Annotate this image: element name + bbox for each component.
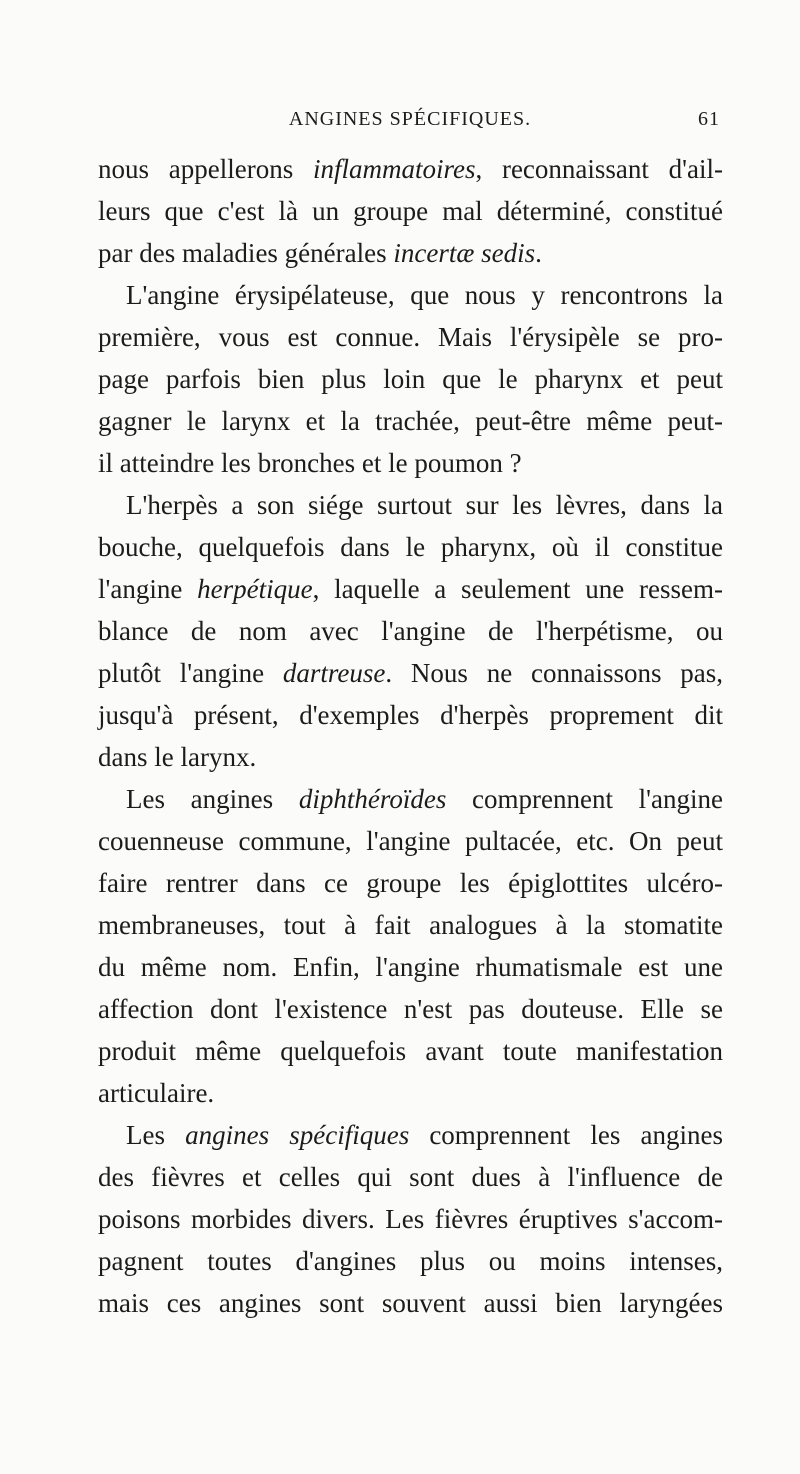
body-text: [98, 148, 723, 1324]
line-text: affection dont l'existence n'est pas douteuse. Elle se: [98, 994, 723, 1024]
line-text: première, vous est connue. Mais l'érysipèle se pro-: [98, 322, 723, 352]
line-text: mais ces angines sont souvent aussi bien laryngées: [98, 1288, 723, 1318]
line-text: comprennent les angines: [409, 1120, 723, 1150]
line-text: des fièvres et celles qui sont dues à l'influence de: [98, 1162, 723, 1192]
line-text: membraneuses, tout à fait analogues à la stomatite: [98, 910, 723, 940]
line-text: poisons morbides divers. Les fièvres éruptives s'accom-: [98, 1204, 723, 1234]
line-text: , reconnaissant d'ail-: [475, 154, 723, 184]
italic-term: inflammatoires: [312, 154, 476, 184]
line-text: produit même quelquefois avant toute manifestation: [98, 1036, 723, 1066]
line-text: couenneuse commune, l'angine pultacée, etc. On peut: [98, 826, 723, 856]
line-text: .: [535, 238, 542, 268]
text-line: [98, 1156, 723, 1198]
text-line: [98, 1030, 723, 1072]
line-text: page parfois bien plus loin que le pharynx et peut: [98, 364, 723, 394]
text-line: [98, 1282, 723, 1324]
text-line: [98, 988, 723, 1030]
line-text: L'angine érysipélateuse, que nous y rencontrons la: [126, 280, 723, 310]
text-line: [98, 736, 723, 778]
text-line: [98, 1198, 723, 1240]
text-line: [98, 442, 723, 484]
page-number: 61: [698, 108, 720, 130]
italic-term: incertæ sedis: [393, 238, 536, 268]
line-text: dans le larynx.: [98, 742, 257, 772]
text-line: [98, 232, 723, 274]
text-line: [98, 610, 723, 652]
line-text: bouche, quelquefois dans le pharynx, où il constitue: [98, 532, 723, 562]
line-text: articulaire.: [98, 1078, 215, 1108]
text-line: [98, 358, 723, 400]
line-text: par des maladies générales: [98, 238, 394, 268]
line-text: nous appellerons: [98, 154, 313, 184]
italic-term: diphthéroïdes: [298, 784, 447, 814]
italic-term: dartreuse: [282, 658, 386, 688]
text-line: [98, 652, 723, 694]
line-text: , laquelle a seulement une ressem-: [312, 574, 723, 604]
text-line: [98, 946, 723, 988]
line-text: . Nous ne connaissons pas,: [385, 658, 723, 688]
text-line: [98, 190, 723, 232]
line-text: plutôt l'angine: [98, 658, 283, 688]
text-line: [98, 484, 723, 526]
text-line: [98, 694, 723, 736]
text-line: [98, 820, 723, 862]
running-head: [100, 108, 720, 138]
running-title: ANGINES SPÉCIFIQUES.: [288, 108, 532, 130]
line-text: leurs que c'est là un groupe mal déterminé, constitué: [98, 196, 723, 226]
line-text: l'angine: [98, 574, 198, 604]
italic-term: herpétique: [197, 574, 313, 604]
text-line: [98, 1072, 723, 1114]
line-text: faire rentrer dans ce groupe les épiglottites ulcéro-: [98, 868, 723, 898]
italic-term: angines spécifiques: [185, 1120, 410, 1150]
line-text: gagner le larynx et la trachée, peut-être même peut-: [98, 406, 723, 436]
line-text: pagnent toutes d'angines plus ou moins intenses,: [98, 1246, 723, 1276]
text-line: [98, 1114, 723, 1156]
line-text: du même nom. Enfin, l'angine rhumatismale est une: [98, 952, 723, 982]
text-line: [98, 274, 723, 316]
line-text: L'herpès a son siége surtout sur les lèvres, dans la: [126, 490, 723, 520]
text-line: [98, 526, 723, 568]
line-text: il atteindre les bronches et le poumon ?: [98, 448, 522, 478]
text-line: [98, 400, 723, 442]
text-line: [98, 1240, 723, 1282]
text-line: [98, 316, 723, 358]
line-text: Les angines: [126, 784, 299, 814]
line-text: jusqu'à présent, d'exemples d'herpès proprement dit: [98, 700, 723, 730]
text-line: [98, 568, 723, 610]
line-text: Les: [126, 1120, 186, 1150]
text-line: [98, 148, 723, 190]
text-line: [98, 862, 723, 904]
text-line: [98, 904, 723, 946]
line-text: blance de nom avec l'angine de l'herpétisme, ou: [98, 616, 723, 646]
text-line: [98, 778, 723, 820]
line-text: comprennent l'angine: [446, 784, 723, 814]
